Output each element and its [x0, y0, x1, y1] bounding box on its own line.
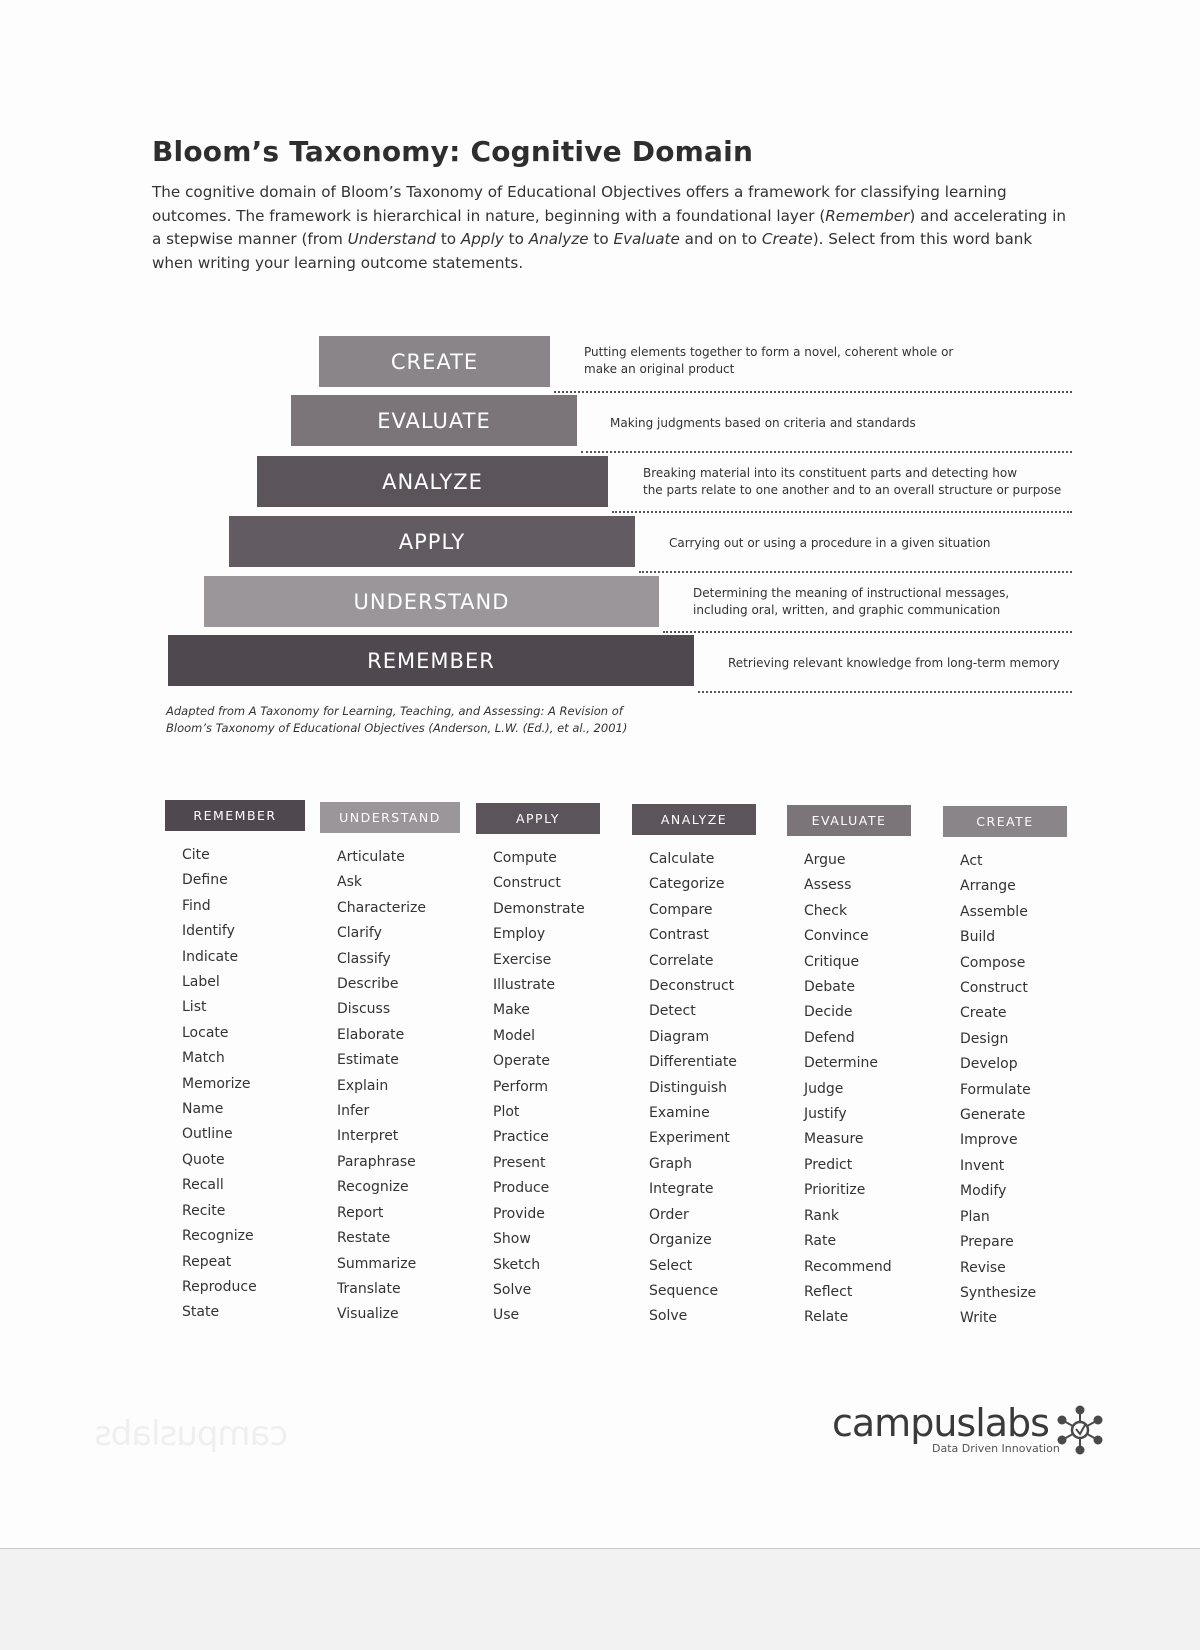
word-list-item: Find — [182, 897, 211, 914]
word-list-item: Report — [337, 1204, 384, 1221]
word-list-item: Discuss — [337, 1001, 391, 1018]
word-column-create — [943, 806, 1067, 1332]
pyramid-level-understand-description: Determining the meaning of instructional messages, including oral, written, and graphic communication — [693, 586, 1010, 617]
word-list-item: Order — [649, 1206, 689, 1223]
word-list-item: Characterize — [337, 899, 426, 916]
word-list-item: Defend — [804, 1029, 855, 1046]
pyramid-level-create: CREATE — [319, 336, 550, 387]
logo-wordmark: campuslabs — [832, 1401, 1049, 1445]
campuslabs-logo — [832, 1400, 1122, 1456]
word-list-item: Judge — [804, 1080, 844, 1097]
word-list-item: Memorize — [182, 1075, 251, 1092]
pyramid-divider — [663, 631, 1072, 633]
word-list-item: Prioritize — [804, 1182, 866, 1199]
word-list-item: Repeat — [182, 1253, 232, 1270]
pyramid-level-analyze-description: Breaking material into its constituent parts and detecting how the parts relate to one another and to an overall structure or purpose — [643, 466, 1062, 497]
word-list-item: Reproduce — [182, 1278, 257, 1295]
word-list-item: Rate — [804, 1233, 837, 1250]
word-list-item: Employ — [493, 926, 546, 943]
word-list-item: Assemble — [960, 903, 1028, 920]
word-column-evaluate — [787, 805, 911, 1331]
word-list-item: Revise — [960, 1259, 1006, 1276]
word-list-item: Practice — [493, 1129, 549, 1146]
word-list-item: Produce — [493, 1180, 550, 1197]
word-list-item: Cite — [182, 847, 210, 863]
molecule-icon — [1054, 1404, 1106, 1456]
pyramid-level-understand: UNDERSTAND — [204, 576, 659, 627]
word-column-remember — [165, 800, 305, 1326]
word-list-item: Construct — [960, 980, 1028, 997]
word-list-item: Measure — [804, 1131, 864, 1148]
word-list-item: Assess — [804, 877, 852, 894]
word-list-item: Locate — [182, 1024, 229, 1041]
word-list-item: Restate — [337, 1230, 391, 1247]
word-list-item: Examine — [649, 1105, 710, 1122]
word-list — [804, 848, 911, 1331]
word-list-item: Illustrate — [493, 977, 556, 994]
word-list-item: Create — [960, 1005, 1007, 1022]
pyramid-divider — [554, 391, 1072, 393]
word-list-item: Contrast — [649, 927, 709, 944]
word-list — [493, 846, 600, 1329]
scan-margin — [0, 1548, 1200, 1650]
logo-tagline: Data Driven Innovation — [932, 1442, 1060, 1455]
word-list-item: Convince — [804, 928, 869, 945]
word-list — [337, 845, 460, 1328]
word-column-apply — [476, 803, 600, 1329]
word-list-item: Model — [493, 1027, 536, 1044]
word-list-item: Articulate — [337, 849, 405, 865]
word-list-item: Invent — [960, 1157, 1005, 1174]
word-list-item: Define — [182, 872, 228, 889]
word-list-item: Build — [960, 929, 996, 946]
word-list-item: Translate — [337, 1280, 401, 1297]
word-list-item: Describe — [337, 976, 399, 993]
word-list-item: Differentiate — [649, 1054, 737, 1071]
ghost-logo-bleedthrough: campuslabs — [95, 1414, 289, 1454]
word-list-item: Clarify — [337, 925, 382, 942]
pyramid-level-remember: REMEMBER — [168, 635, 694, 686]
word-list-item: List — [182, 999, 207, 1016]
word-list-item: Prepare — [960, 1234, 1014, 1251]
page-title: Bloom’s Taxonomy: Cognitive Domain — [152, 135, 754, 168]
word-list-item: Select — [649, 1257, 693, 1274]
pyramid-level-apply-description: Carrying out or using a procedure in a given situation — [669, 536, 991, 550]
word-list-item: Integrate — [649, 1181, 714, 1198]
word-list-item: Synthesize — [960, 1284, 1037, 1301]
word-list-item: Make — [493, 1002, 530, 1019]
word-list-item: Provide — [493, 1205, 545, 1222]
word-list-item: Infer — [337, 1103, 370, 1120]
word-list-item: Operate — [493, 1053, 550, 1070]
pyramid-divider — [639, 571, 1072, 573]
word-list — [182, 843, 305, 1326]
pyramid-level-create-description: Putting elements together to form a novel, coherent whole or make an original product — [584, 345, 954, 376]
pyramid-level-analyze: ANALYZE — [257, 456, 608, 507]
word-list-item: Plan — [960, 1208, 990, 1225]
word-list-item: Generate — [960, 1107, 1026, 1124]
word-list-item: Classify — [337, 950, 391, 967]
word-list-item: Improve — [960, 1132, 1018, 1149]
pyramid-level-apply: APPLY — [229, 516, 635, 567]
word-list-item: Exercise — [493, 951, 552, 968]
word-list-item: Relate — [804, 1309, 849, 1326]
word-list-item: Act — [960, 853, 983, 869]
word-list-item: Recommend — [804, 1258, 892, 1275]
word-list-item: State — [182, 1304, 220, 1321]
word-list-item: Categorize — [649, 876, 725, 893]
word-list-item: Design — [960, 1030, 1009, 1047]
word-list-item: Construct — [493, 875, 561, 892]
pyramid-divider — [581, 451, 1072, 453]
pyramid-divider — [612, 511, 1072, 513]
word-list-item: Recall — [182, 1177, 224, 1194]
word-list — [960, 849, 1067, 1332]
word-list-item: Demonstrate — [493, 900, 585, 917]
word-list-item: Deconstruct — [649, 978, 735, 995]
word-list-item: Show — [493, 1231, 531, 1248]
word-list-item: Interpret — [337, 1128, 399, 1145]
word-column-understand — [320, 802, 460, 1328]
word-list-item: Develop — [960, 1056, 1018, 1073]
word-list-item: Match — [182, 1050, 225, 1067]
word-list-item: Present — [493, 1154, 546, 1171]
word-list-item: Debate — [804, 979, 855, 996]
pyramid-level-remember-description: Retrieving relevant knowledge from long-term memory — [728, 656, 1060, 670]
word-list-item: Ask — [337, 874, 362, 891]
word-list-item: Outline — [182, 1126, 233, 1143]
word-list-item: Quote — [182, 1151, 225, 1168]
word-list-item: Calculate — [649, 851, 715, 867]
word-list-item: Name — [182, 1101, 224, 1118]
word-list-item: Plot — [493, 1104, 520, 1121]
word-list-item: Reflect — [804, 1283, 853, 1300]
word-list-item: Modify — [960, 1183, 1007, 1200]
word-list-item: Perform — [493, 1078, 548, 1095]
word-column-header: ANALYZE — [632, 804, 756, 835]
word-list-item: Check — [804, 902, 848, 919]
citation: Adapted from A Taxonomy for Learning, Teaching, and Assessing: A Revision of Bloom’s Taxonomy of Educational Objectives (Anderson, L.W. (Ed.), et al., 2001) — [166, 704, 628, 735]
word-list-item: Justify — [804, 1106, 847, 1123]
word-list-item: Organize — [649, 1232, 712, 1249]
word-list-item: Distinguish — [649, 1079, 728, 1096]
word-list-item: Explain — [337, 1077, 389, 1094]
word-list-item: Compose — [960, 954, 1026, 971]
word-list-item: Experiment — [649, 1130, 730, 1147]
word-column-analyze — [632, 804, 756, 1330]
word-list-item: Diagram — [649, 1028, 710, 1045]
intro-paragraph: The cognitive domain of Bloom’s Taxonomy of Educational Objectives offers a framework for classifying learning outcomes. The framework is hierarchical in nature, beginning with a foundational layer (Remember) and accelerating in a stepwise manner (from Understand to Apply to Analyze to Evaluate and on to Create). Select from this word bank when writing your learning outcome statements. — [152, 183, 1067, 272]
word-list-item: Critique — [804, 953, 860, 970]
word-list-item: Indicate — [182, 948, 239, 965]
word-list-item: Label — [182, 974, 220, 991]
word-column-header: APPLY — [476, 803, 600, 834]
pyramid-divider — [698, 691, 1072, 693]
word-list-item: Arrange — [960, 878, 1016, 895]
word-column-header: REMEMBER — [165, 800, 305, 831]
word-list-item: Compute — [493, 850, 557, 866]
word-list-item: Argue — [804, 852, 846, 868]
word-list-item: Formulate — [960, 1081, 1031, 1098]
word-list-item: Recognize — [182, 1228, 254, 1245]
word-list-item: Detect — [649, 1003, 696, 1020]
word-list-item: Elaborate — [337, 1026, 405, 1043]
word-list-item: Solve — [649, 1308, 688, 1325]
word-list-item: Use — [493, 1307, 520, 1324]
word-list-item: Determine — [804, 1055, 879, 1072]
word-list-item: Paraphrase — [337, 1153, 416, 1170]
word-list-item: Decide — [804, 1004, 853, 1021]
word-column-header: EVALUATE — [787, 805, 911, 836]
word-list-item: Sketch — [493, 1256, 541, 1273]
word-list-item: Rank — [804, 1207, 839, 1224]
word-list-item: Summarize — [337, 1255, 417, 1272]
word-list-item: Estimate — [337, 1052, 399, 1069]
word-list-item: Graph — [649, 1155, 692, 1172]
word-list-item: Sequence — [649, 1282, 719, 1299]
word-list-item: Correlate — [649, 952, 714, 969]
word-column-header: UNDERSTAND — [320, 802, 460, 833]
word-list-item: Identify — [182, 923, 235, 940]
word-list-item: Solve — [493, 1281, 532, 1298]
word-list-item: Write — [960, 1310, 997, 1327]
pyramid-level-evaluate-description: Making judgments based on criteria and standards — [610, 416, 916, 430]
word-column-header: CREATE — [943, 806, 1067, 837]
word-list — [649, 847, 756, 1330]
word-list-item: Compare — [649, 901, 713, 918]
word-list-item: Recognize — [337, 1179, 409, 1196]
word-list-item: Predict — [804, 1156, 853, 1173]
word-list-item: Recite — [182, 1202, 226, 1219]
word-list-item: Visualize — [337, 1306, 399, 1323]
pyramid-level-evaluate: EVALUATE — [291, 395, 577, 446]
